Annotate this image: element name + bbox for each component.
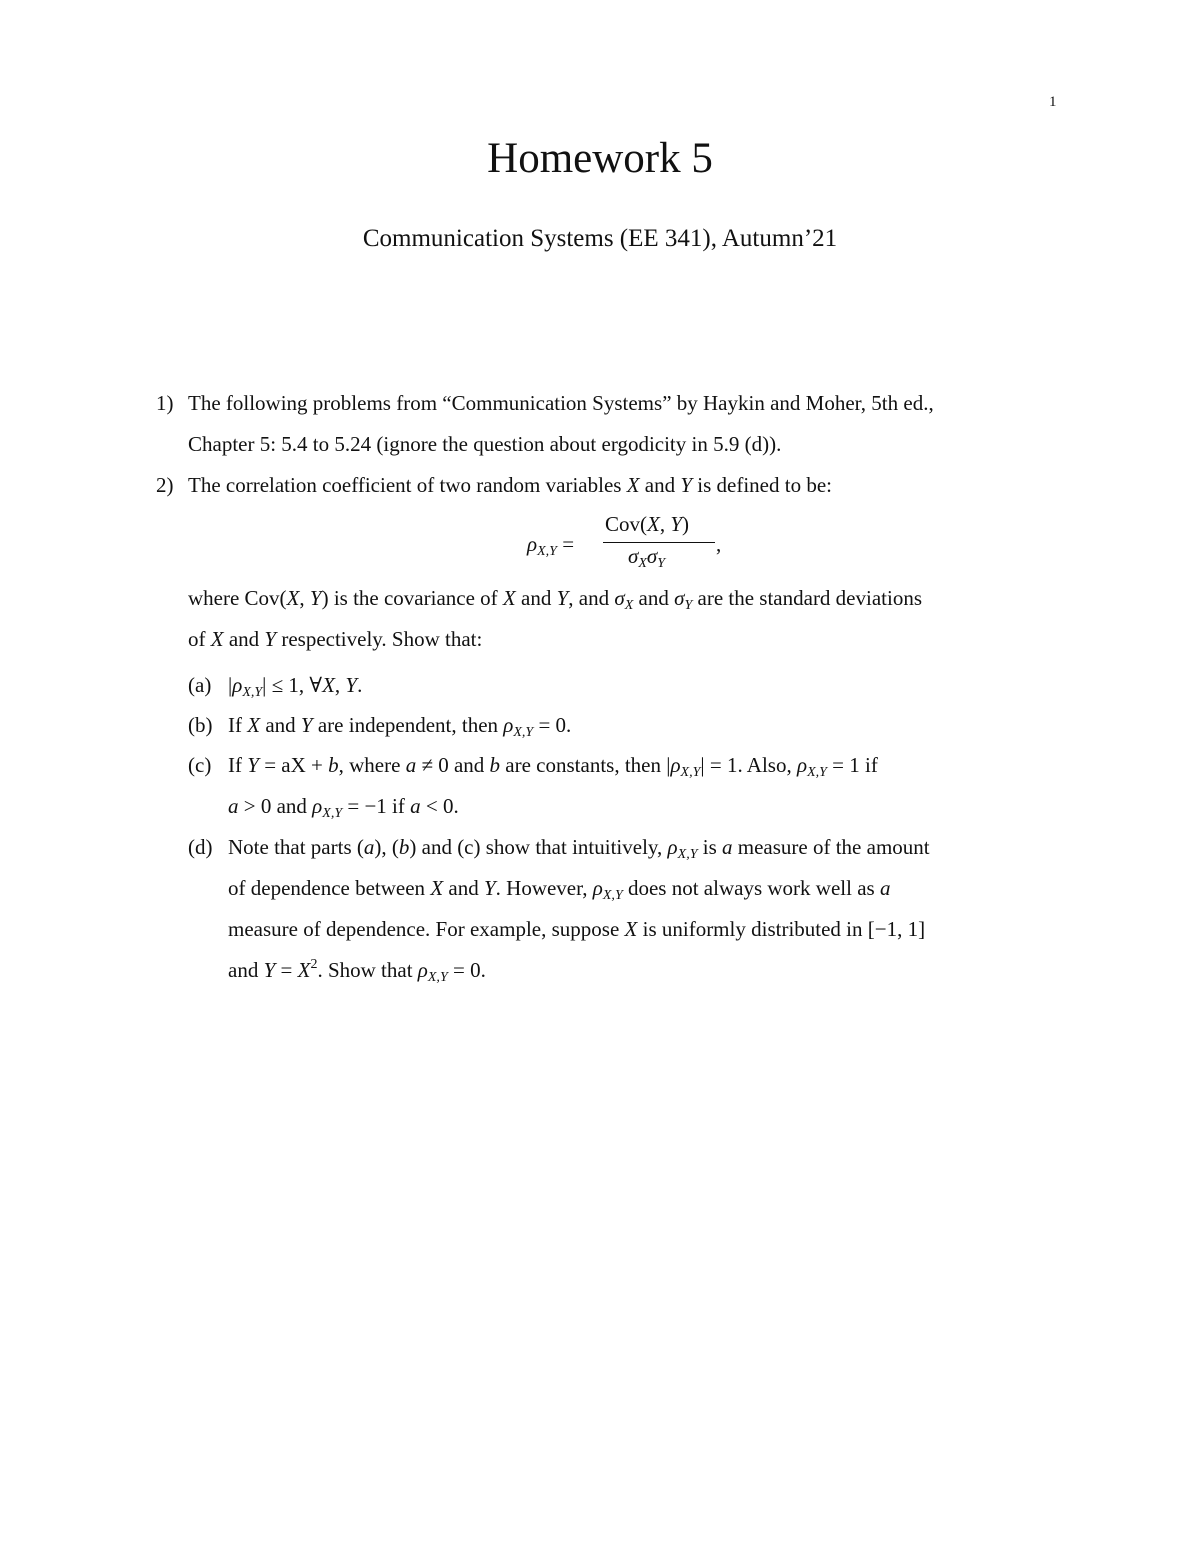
equation-comma: , [716, 532, 722, 556]
fraction-bar [603, 542, 715, 543]
part-c-line-2: a > 0 and $\rho_{X,Y} = -1$ if a < 0. [228, 794, 459, 821]
part-a-text: $|\rho_{X,Y}| \le 1$, ∀X, Y. [228, 673, 363, 700]
problem-2-where-line-1: where Cov(X, Y) is the covariance of X and Y, and $\sigma_X$ and $\sigma_Y$ are the standard deviations [188, 586, 922, 613]
problem-2-number: 2) [156, 473, 174, 497]
part-b-text: If X and Y are independent, then $\rho_{X,Y} = 0$. [228, 713, 572, 740]
equation-lhs: $\rho_{X,Y}$ = [527, 532, 575, 559]
page-title: Homework 5 [487, 135, 713, 182]
problem-1-line-1: The following problems from “Communication Systems” by Haykin and Moher, 5th ed., [188, 391, 934, 415]
problem-1-number: 1) [156, 391, 174, 415]
problem-1-line-2: Chapter 5: 5.4 to 5.24 (ignore the question about ergodicity in 5.9 (d)). [188, 432, 782, 456]
part-d-line-2: of dependence between X and Y. However, $\rho_{X,Y}$ does not always work well as a [228, 876, 891, 903]
part-b-label: (b) [188, 713, 213, 737]
page-subtitle: Communication Systems (EE 341), Autumn’21 [362, 225, 838, 252]
part-a-label: (a) [188, 673, 212, 697]
page-number: 1 [1049, 94, 1057, 110]
equation-numerator: Cov(X, Y) [605, 512, 690, 536]
part-c-line-1: If Y = aX + b, where a ≠ 0 and b are constants, then $|\rho_{X,Y}| = 1$. Also, $\rho_{X,Y} = 1$ if [228, 753, 878, 780]
part-d-label: (d) [188, 835, 213, 859]
equation-denominator: $\sigma_X\sigma_Y$ [628, 544, 666, 571]
correlation-equation [0, 510, 1200, 570]
part-c-label: (c) [188, 753, 212, 777]
problem-2-intro: The correlation coefficient of two random variables X and Y is defined to be: [188, 473, 832, 497]
part-d-line-1: Note that parts (a), (b) and (c) show that intuitively, $\rho_{X,Y}$ is a measure of the amount [228, 835, 930, 862]
part-d-line-3: measure of dependence. For example, suppose X is uniformly distributed in [−1, 1] [228, 917, 926, 941]
problem-2-where-line-2: of X and Y respectively. Show that: [188, 627, 483, 651]
part-d-line-4: and $Y = X^2$. Show that $\rho_{X,Y} = 0$. [228, 957, 486, 985]
